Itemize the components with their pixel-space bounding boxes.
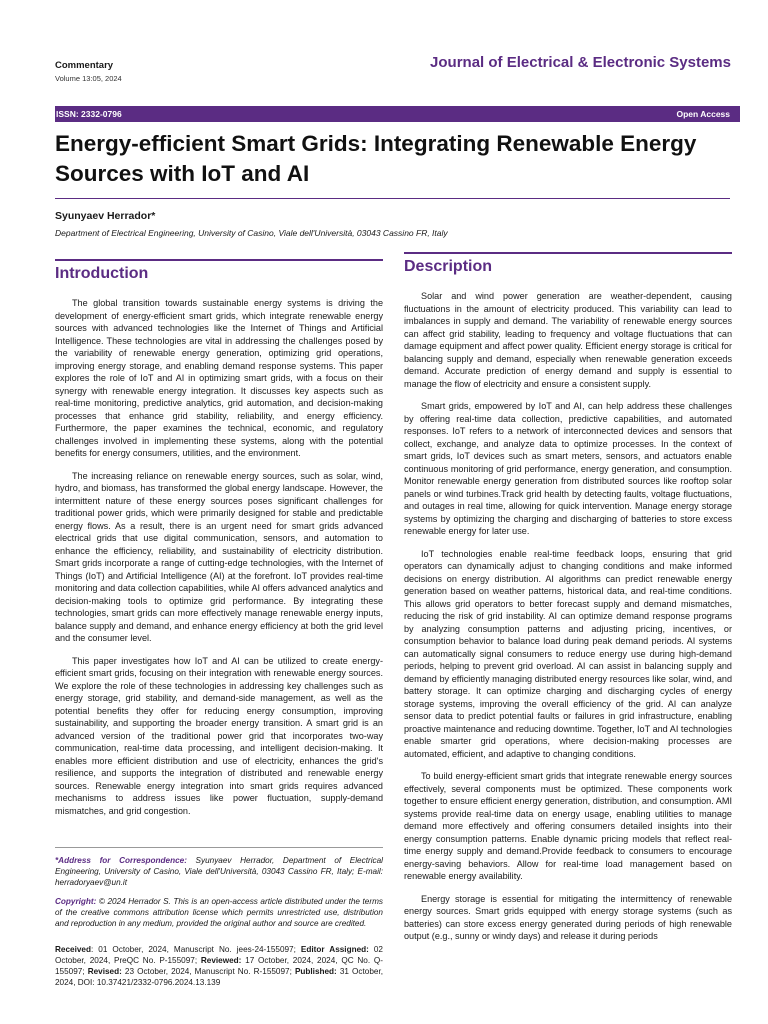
description-heading: Description [404, 258, 493, 275]
editor-assigned-label: Editor Assigned: [300, 945, 369, 954]
article-dates [55, 944, 383, 988]
published-date: 31 October, 2024, DOI: 10.37421/2332-0796.2024.13.139 [55, 967, 384, 987]
correspondence-note [55, 855, 383, 888]
paragraph: Smart grids, empowered by IoT and AI, can help address these challenges by offering real-time data collection, predictive capabilities, and automated responses. IoT refers to a network of interconnected devices and sensors that collect, exchange, and analyze data to optimize processes. In the context of smart grids, IoT devices such as smart meters, sensors, and actuators enable continuous monitoring of grid performance, energy generation, and consumption. Monitor renewable energy generation from distributed sources like rooftop solar panels or wind turbines.Track grid health by detecting faults, voltage fluctuations, and outages in real time, allowing for quick intervention. Manage energy storage systems by optimizing the charging and discharging of batteries to store excess renewable energy for later use. [404, 401, 732, 536]
revised-label: Revised: [87, 967, 122, 976]
received-date: : 01 October, 2024, Manuscript No. jees-24-155097; [90, 945, 301, 954]
volume-info: Volume 13:05, 2024 [55, 74, 122, 83]
reviewed-date: 17 October, 2024, 2024, QC No. Q-155097; [55, 956, 383, 976]
editor-assigned-date: 02 October, 2024, PreQC No. P-155097; [55, 945, 383, 965]
published-label: Published: [294, 967, 337, 976]
article-type: Commentary [55, 60, 114, 71]
introduction-section [55, 259, 383, 827]
received-label: Received [55, 945, 91, 954]
section-divider [55, 259, 383, 261]
title-divider [55, 198, 730, 199]
issn-band [55, 106, 740, 122]
copyright-note [55, 896, 383, 929]
reviewed-label: Reviewed: [200, 956, 242, 965]
copyright-label: Copyright: [55, 897, 97, 906]
paragraph: This paper investigates how IoT and AI can be utilized to create energy-efficient smart grids, focusing on their integration with renewable energy sources. We explore the role of these technologies in addressing key challenges such as energy storage, grid stability, and demand-side management, as well as the potential benefits they offer for reducing energy consumption, improving sustainability, and supporting the broader energy transition. A smart grid is an advanced version of the traditional power grid that incorporates two-way communication, real-time data processing, and intelligent decision-making. It enables more efficient distribution and use of electricity, enhances the grid's resilience, and supports the integration of distributed and renewable energy sources. Renewable energy integration into smart grids requires advanced mechanisms to address issues like power fluctuation, supply-demand mismatches, and grid congestion. [55, 655, 383, 816]
paragraph: Energy storage is essential for mitigating the intermittency of renewable energy sources. Smart grids equipped with energy storage systems (such as batteries) can store excess energy generated during periods of high renewable output (e.g., sunny or windy days) and release it during periods [404, 893, 732, 941]
open-access-label: Open Access [676, 109, 730, 119]
journal-name[interactable]: Journal of Electrical & Electronic Systems [430, 54, 731, 71]
footnote-divider [55, 847, 383, 848]
author-affiliation: Department of Electrical Engineering, University of Casino, Viale dell'Università, 03043 Cassino FR, Italy [55, 228, 448, 238]
paragraph: The increasing reliance on renewable energy sources, such as solar, wind, hydro, and biomass, has transformed the global energy landscape. However, the intermittent nature of these energy sources poses significant challenges for traditional power grids, which were primarily designed for stable and predictable energy flows. As a result, there is an urgent need for smart grids advanced electrical grids that use digital communication, sensors, and automation to enhance the efficiency, reliability, and sustainability of electricity distribution. Smart grids incorporate a range of cutting-edge technologies, with the Internet of Things (IoT) and Artificial Intelligence (AI) at the forefront. IoT provides real-time monitoring and data collection capabilities, while AI offers advanced analytics and decision-making tools to optimize grid performance. By integrating these technologies, smart grids can more effectively manage renewable energy inputs, balance supply and demand, and enhance energy efficiency at both the grid level and the consumer level. [55, 470, 383, 643]
issn-label: ISSN: 2332-0796 [56, 109, 122, 119]
article-title: Energy-efficient Smart Grids: Integrating Renewable Energy Sources with IoT and AI [55, 131, 697, 186]
revised-date: 23 October, 2024, Manuscript No. R-155097; [121, 967, 295, 976]
paragraph: IoT technologies enable real-time feedback loops, ensuring that grid operators can dynamically adjust to changing conditions and make informed decisions on energy distribution. AI algorithms can predict renewable energy generation based on weather patterns, historical data, and real-time conditions. This allows grid operators to better forecast supply and demand mismatches, reducing the risk of grid instability. AI can optimize demand response programs by analyzing consumption patterns and adjusting pricing, incentives, or consumption behavior to balance load during peak demand periods. AI systems can automatically signal consumers to reduce energy use during high-demand periods, helping to prevent grid overload. AI can assist in balancing supply and demand by efficiently managing distributed energy resources like solar, wind, and battery storage. It can optimize charging and discharging cycles of energy storage systems, improving the overall efficiency of the grid. AI can analyze sensor data to predict potential faults or failures in grid infrastructure, enabling proactive maintenance and reducing downtime. Together, IoT and AI technologies enable smarter grid operations, where decision-making processes are automated, efficient, and adaptive to changing conditions. [404, 548, 732, 759]
correspondence-label: *Address for Correspondence: [55, 856, 187, 865]
section-divider [404, 252, 732, 254]
paragraph: Solar and wind power generation are weather-dependent, causing fluctuations in the amount of electricity produced. This variability can lead to imbalances in supply and demand. The variability of renewable energy sources can affect grid stability, leading to frequency and voltage fluctuations that can damage equipment and affect power quality. Efficient energy storage is critical for balancing supply and demand, especially when renewable generation exceeds demand. Accurate prediction of energy demand and supply is essential to manage the flow of electricity and ensure a consistent supply. [404, 291, 732, 389]
author-name: Syunyaev Herrador* [55, 210, 156, 222]
correspondence-text: Syunyaev Herrador, Department of Electrical Engineering, University of Casino, Viale dell'Università, 03043 Cassino FR, Italy; E-mail: herradoryaev@un.it [55, 856, 383, 887]
paragraph: To build energy-efficient smart grids that integrate renewable energy sources effectively, several components must be optimized. These components work together to ensure efficient energy generation, distribution, and consumption. AMI systems provide real-time data on energy usage, enabling utilities to manage demand more effectively and offering consumers detailed insights into their energy consumption patterns. Enable dynamic pricing models that reflect real-time energy supply and demand.Provide feedback to consumers to encourage energy-saving behaviors. Allow for real-time load management based on renewable energy availability. [404, 771, 732, 881]
article-meta [55, 60, 122, 83]
copyright-text: © 2024 Herrador S. This is an open-access article distributed under the terms of the creative commons attribution license which permits unrestricted use, distribution and reproduction in any medium, provided the original author and source are credited. [55, 897, 383, 928]
paragraph: The global transition towards sustainable energy systems is driving the development of energy-efficient smart grids, which integrate renewable energy sources with advanced technologies like the Internet of Things and Artificial Intelligence. These technologies are vital in addressing the challenges posed by the variability of renewable energy generation, optimizing grid operations, improving energy storage, and enabling demand response systems. This paper explores the role of IoT and AI in optimizing smart grids, with a focus on their synergy with renewable energy integration. It discusses key aspects such as real-time monitoring, predictive analytics, grid automation, and decision-making processes that enhance grid stability, reliability, and energy efficiency. Furthermore, the paper examines the technical, economic, and regulatory challenges involved in implementing these systems, along with the potential benefits for energy consumers, utilities, and the environment. [55, 298, 383, 458]
description-section [404, 252, 732, 953]
introduction-heading: Introduction [55, 265, 149, 282]
